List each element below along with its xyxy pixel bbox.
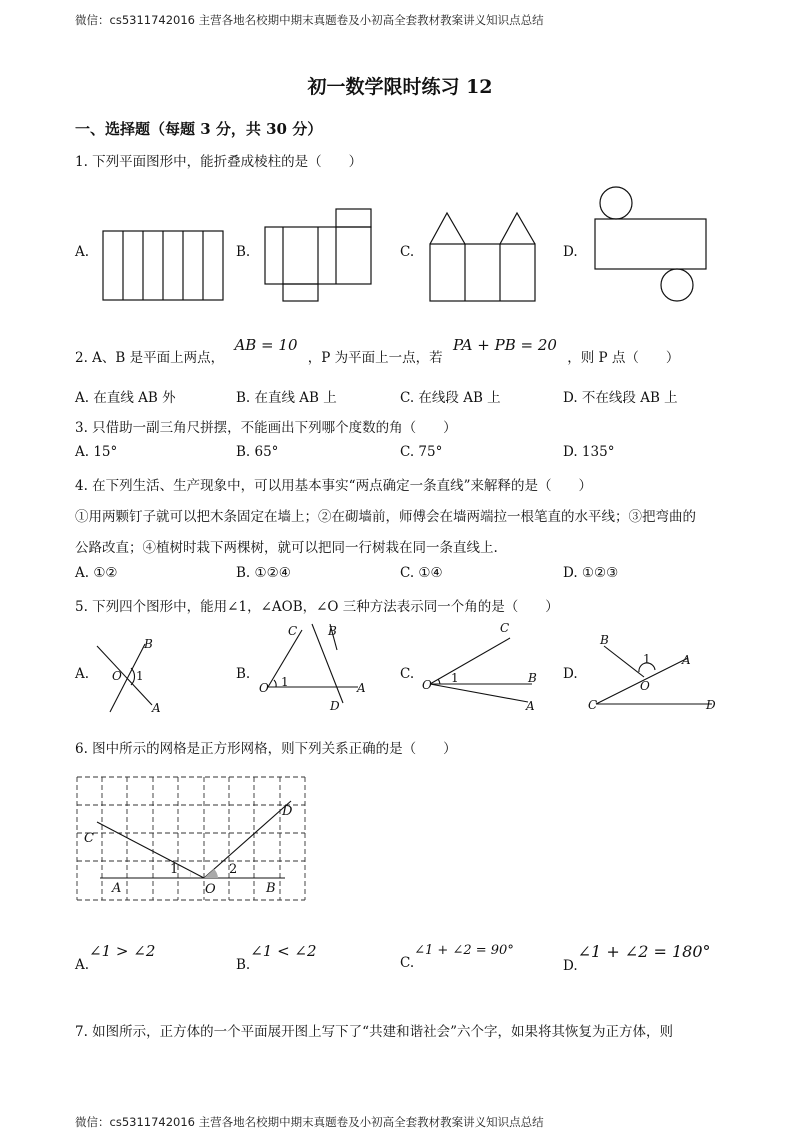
q1-figure-a (103, 231, 223, 300)
q5c-point-a: A (526, 699, 535, 713)
q5b-point-o: O (259, 681, 269, 695)
q1-stem: 1. 下列平面图形中，能折叠成棱柱的是（ ） (75, 154, 363, 170)
q5b-angle-1: 1 (281, 675, 289, 689)
q6-point-d: D (282, 804, 293, 819)
q6-point-b: B (266, 881, 276, 896)
q2-option-c: C. 在线段 AB 上 (400, 390, 501, 406)
q5-figures (0, 600, 800, 730)
q2-text-3: ，则 P 点（ ） (567, 350, 680, 366)
q2-stem (75, 336, 680, 366)
q5d-point-a: A (682, 653, 691, 667)
q5-label-a: A. (75, 666, 90, 682)
q5-label-b: B. (236, 666, 251, 682)
q6-point-c: C (84, 831, 94, 846)
q1-figure-d (595, 187, 706, 301)
q5-label-c: C. (400, 666, 415, 682)
q5d-point-c: C (588, 698, 598, 712)
q6-option-d (563, 942, 711, 974)
page-footer: 微信：cs5311742016 主营各地名校期中期末真题卷及小初高全套教材教案讲义知识点总结 (75, 1115, 544, 1129)
q6-angle-1: 1 (170, 862, 179, 877)
q6-option-b-label: B. (236, 957, 251, 973)
section-heading: 一、选择题（每题 3 分，共 30 分） (75, 120, 323, 138)
q6-point-a: A (112, 881, 122, 896)
q6-stem: 6. 图中所示的网格是正方形网格，则下列关系正确的是（ ） (75, 741, 457, 757)
q5-stem: 5. 下列四个图形中，能用∠1，∠AOB，∠O 三种方法表示同一个角的是（ ） (75, 599, 559, 615)
q6-grid-figure (0, 760, 800, 910)
q6-option-a-math: ∠1 > ∠2 (89, 942, 156, 960)
q2-math-pa-pb: PA + PB = 20 (452, 336, 557, 354)
q2-option-b: B. 在直线 AB 上 (236, 390, 337, 406)
q6-option-d-label: D. (563, 958, 578, 974)
q1-figure-b (265, 209, 371, 301)
page-title: 初一数学限时练习 12 (307, 76, 493, 98)
q1-label-d: D. (563, 244, 578, 260)
q4-option-a: A. ①② (75, 565, 118, 581)
q5b-point-d: D (330, 699, 340, 713)
q6-option-c-math: ∠1 + ∠2 = 90° (414, 943, 514, 958)
q6-option-a (75, 942, 156, 973)
q3-option-a: A. 15° (75, 444, 118, 460)
q6-option-b-math: ∠1 < ∠2 (250, 942, 317, 960)
q6-option-c (400, 943, 514, 971)
q3-option-c: C. 75° (400, 444, 443, 460)
q3-option-d: D. 135° (563, 444, 615, 460)
q5c-angle-1: 1 (451, 671, 459, 685)
q1-label-b: B. (236, 244, 251, 260)
q2-math-ab: AB = 10 (234, 336, 298, 354)
q3-stem: 3. 只借助一副三角尺拼摆，不能画出下列哪个度数的角（ ） (75, 420, 457, 436)
q5b-point-a: A (357, 681, 366, 695)
q2-text-2: ，P 为平面上一点，若 (307, 350, 443, 366)
q5b-point-c: C (288, 624, 298, 638)
q5d-point-o: O (640, 679, 650, 693)
q5a-angle-1: 1 (136, 669, 144, 683)
q6-option-b (236, 942, 317, 973)
q5c-point-c: C (500, 621, 510, 635)
q2-option-a: A. 在直线 AB 外 (75, 390, 176, 406)
q6-option-c-label: C. (400, 955, 415, 971)
q4-line-2: ①用两颗钉子就可以把木条固定在墙上；②在砌墙前，师傅会在墙两端拉一根笔直的水平线；③把弯曲的 (75, 509, 696, 525)
q5-label-d: D. (563, 666, 578, 682)
q5c-point-o: O (422, 678, 432, 692)
q6-option-a-label: A. (75, 957, 90, 973)
q3-option-b: B. 65° (236, 444, 279, 460)
q5d-point-b: B (600, 633, 609, 647)
page-header: 微信：cs5311742016 主营各地名校期中期末真题卷及小初高全套教材教案讲义知识点总结 (75, 13, 544, 27)
q4-option-c: C. ①④ (400, 565, 443, 581)
q5a-point-a: A (152, 701, 161, 715)
q6-point-o: O (205, 882, 216, 897)
q5d-angle-1: 1 (643, 652, 651, 666)
q2-text-1: 2. A、B 是平面上两点， (75, 350, 225, 366)
q6-angle-2: 2 (229, 862, 238, 877)
q1-label-c: C. (400, 244, 415, 260)
q4-stem: 4. 在下列生活、生产现象中，可以用基本事实“两点确定一条直线”来解释的是（ ） (75, 478, 592, 494)
q1-figures (0, 0, 800, 320)
q7-stem: 7. 如图所示，正方体的一个平面展开图上写下了“共建和谐社会”六个字，如果将其恢复为正方体，则 (75, 1024, 673, 1040)
q4-option-b: B. ①②④ (236, 565, 291, 581)
q5c-point-b: B (528, 671, 537, 685)
q4-line-3: 公路改直；④植树时栽下两棵树，就可以把同一行树栽在同一条直线上. (75, 540, 498, 556)
q5a-point-b: B (144, 637, 153, 651)
q5a-point-o: O (112, 669, 122, 683)
q5b-point-b: B (328, 624, 337, 638)
q4-option-d: D. ①②③ (563, 565, 619, 581)
q5d-point-d: D (706, 698, 716, 712)
q6-option-d-math: ∠1 + ∠2 = 180° (577, 942, 711, 961)
q2-option-d: D. 不在线段 AB 上 (563, 390, 678, 406)
q1-label-a: A. (75, 244, 90, 260)
q1-figure-c (430, 213, 535, 301)
